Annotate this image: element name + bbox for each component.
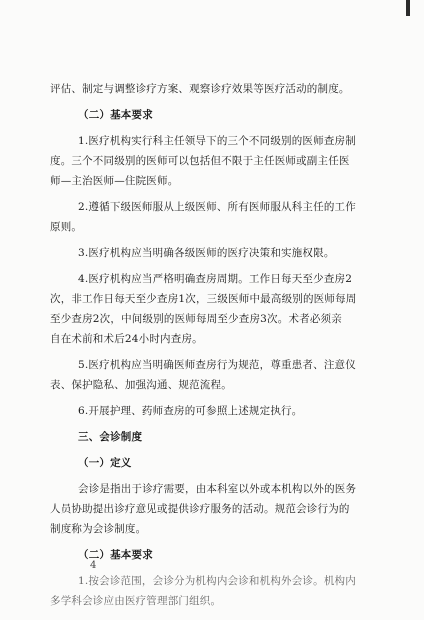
body-line: 2.遵循下级医师服从上级医师、所有医师服从科主任的工作 bbox=[78, 201, 356, 213]
section-heading: （二）基本要求 bbox=[78, 109, 153, 121]
body-line: 4.医疗机构应当严格明确查房周期。工作日每天至少查房2 bbox=[78, 273, 353, 285]
section-heading: （二）基本要求 bbox=[78, 549, 153, 561]
body-line: 自在术前和术后24小时内查房。 bbox=[50, 333, 203, 345]
body-line: 原则。 bbox=[50, 221, 83, 233]
body-line: 制度称为会诊制度。 bbox=[50, 523, 147, 535]
section-heading: 三、会诊制度 bbox=[78, 431, 143, 443]
scan-edge-mark bbox=[406, 0, 410, 16]
body-line: 人员协助提出诊疗意见或提供诊疗服务的活动。规范会诊行为的 bbox=[50, 503, 350, 515]
body-line: 3.医疗机构应当明确各级医师的医疗决策和实施权限。 bbox=[78, 247, 335, 259]
section-heading: （一）定义 bbox=[78, 457, 132, 469]
body-line: 5.医疗机构应当明确医师查房行为规范，尊重患者、注意仪 bbox=[78, 359, 356, 371]
body-line: 度。三个不同级别的医师可以包括但不限于主任医师或副主任医 bbox=[50, 155, 350, 167]
body-line: 评估、制定与调整诊疗方案、观察诊疗效果等医疗活动的制度。 bbox=[50, 83, 350, 95]
body-line: 表、保护隐私、加强沟通、规范流程。 bbox=[50, 379, 232, 391]
body-line: 1.医疗机构实行科主任领导下的三个不同级别的医师查房制 bbox=[78, 135, 356, 147]
body-line: 会诊是指出于诊疗需要，由本科室以外或本机构以外的医务 bbox=[78, 483, 357, 495]
body-line: 6.开展护理、药师查房的可参照上述规定执行。 bbox=[78, 405, 303, 417]
body-line: 次，非工作日每天至少查房1次，三级医师中最高级别的医师每周 bbox=[50, 293, 357, 305]
body-line: 至少查房2次，中间级别的医师每周至少查房3次。术者必须亲 bbox=[50, 313, 342, 325]
body-line: 师—主治医师—住院医师。 bbox=[50, 175, 179, 187]
body-line: 多学科会诊应由医疗管理部门组织。 bbox=[50, 595, 222, 607]
page-number: 4 bbox=[90, 560, 97, 571]
body-line: 1.按会诊范围，会诊分为机构内会诊和机构外会诊。机构内 bbox=[78, 575, 356, 587]
